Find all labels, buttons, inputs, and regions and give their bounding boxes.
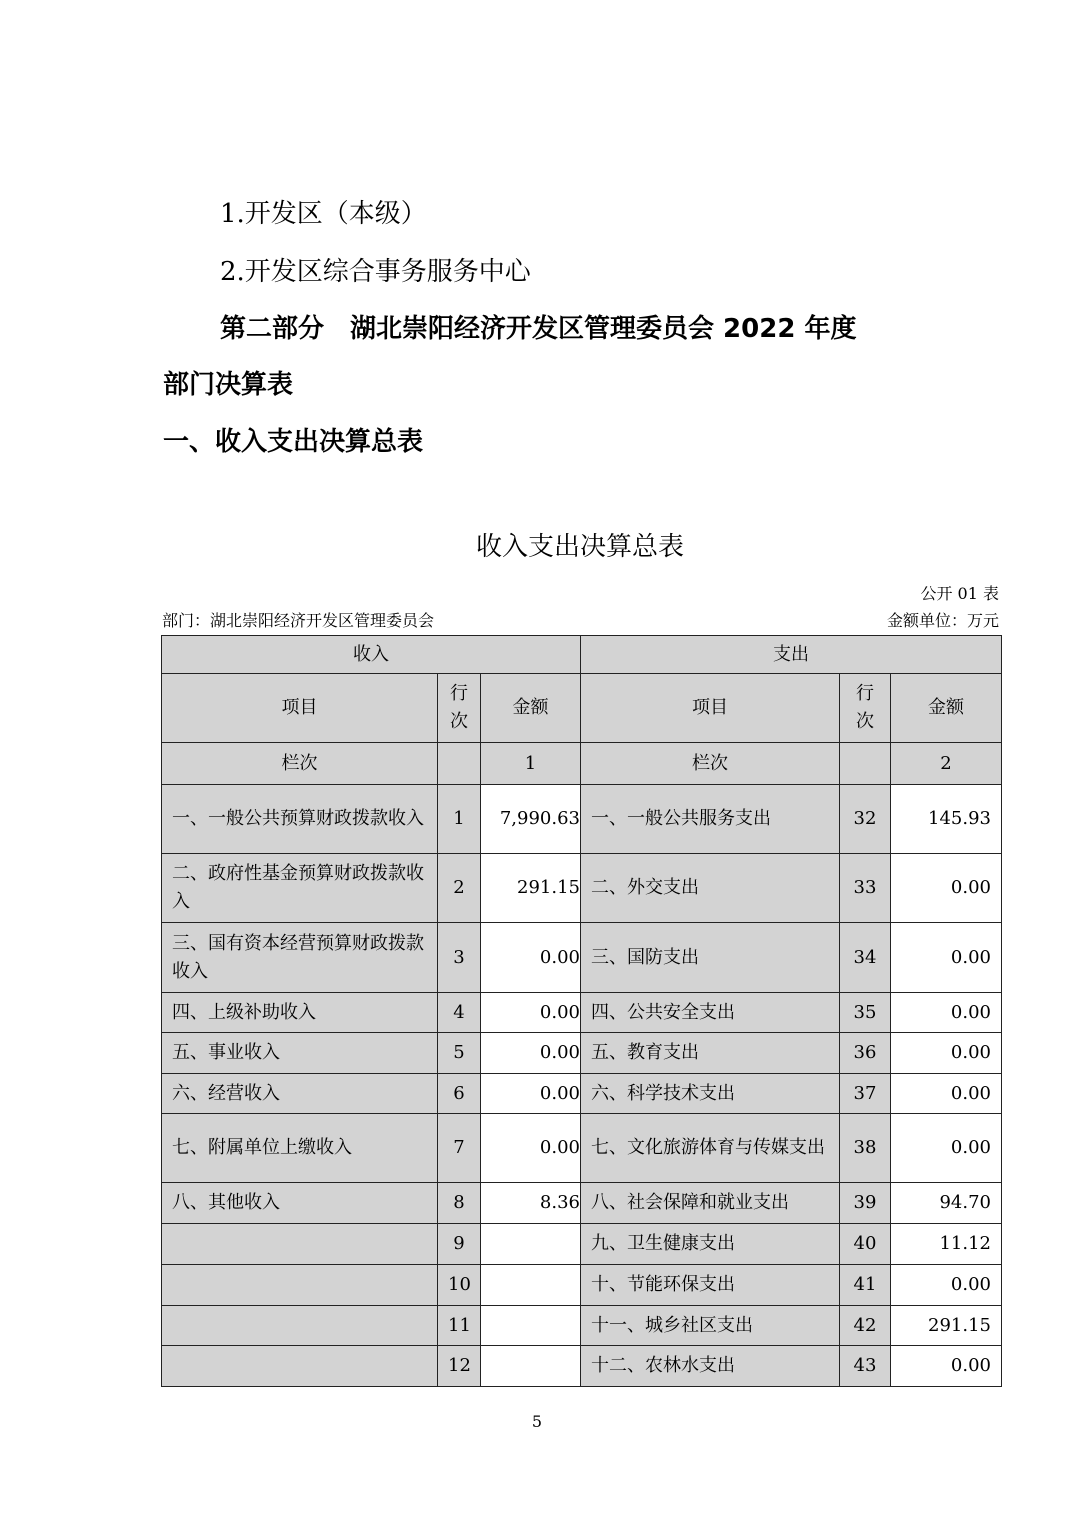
- expense-amount: 0.00: [891, 1074, 1002, 1114]
- form-code: 公开 01 表: [920, 584, 999, 603]
- unit-label: 金额单位：万元: [886, 611, 999, 630]
- expense-index-label: 栏次: [581, 743, 840, 785]
- table-row: [162, 1033, 1002, 1074]
- expense-item: 八、社会保障和就业支出: [581, 1183, 840, 1224]
- expense-item: 一、一般公共服务支出: [581, 785, 840, 854]
- expense-item: 十二、农林水支出: [581, 1346, 840, 1387]
- expense-item: 三、国防支出: [581, 923, 840, 993]
- income-amount: [481, 1346, 581, 1387]
- income-amount: [481, 1306, 581, 1346]
- income-item: [162, 1346, 438, 1387]
- expense-amount: 0.00: [891, 993, 1002, 1033]
- expense-line: 40: [840, 1224, 891, 1265]
- income-amount: [481, 1265, 581, 1306]
- income-item-header: 项目: [162, 674, 438, 743]
- expense-item: 六、科学技术支出: [581, 1074, 840, 1114]
- expense-amount: 145.93: [891, 785, 1002, 854]
- expense-amount: 0.00: [891, 1114, 1002, 1183]
- table-row: [162, 923, 1002, 993]
- income-line: 7: [438, 1114, 481, 1183]
- expense-amount: 0.00: [891, 854, 1002, 923]
- income-line-header: 行 次: [438, 674, 481, 743]
- expense-item: 十一、城乡社区支出: [581, 1306, 840, 1346]
- expense-item: 十、节能环保支出: [581, 1265, 840, 1306]
- expense-item: 五、教育支出: [581, 1033, 840, 1074]
- income-item: 五、事业收入: [162, 1033, 438, 1074]
- part-heading: 第二部分 湖北崇阳经济开发区管理委员会 2022 年度: [220, 314, 857, 344]
- expense-amount: 94.70: [891, 1183, 1002, 1224]
- income-item: [162, 1306, 438, 1346]
- expense-item-header: 项目: [581, 674, 840, 743]
- expense-index-value: 2: [891, 743, 1002, 785]
- table-row: [162, 1114, 1002, 1183]
- table-row: [162, 1224, 1002, 1265]
- income-header: 收入: [162, 636, 581, 674]
- expense-item: 二、外交支出: [581, 854, 840, 923]
- expense-amount: 11.12: [891, 1224, 1002, 1265]
- income-line: 5: [438, 1033, 481, 1074]
- section-heading: 一、收入支出决算总表: [163, 427, 424, 457]
- part-heading-continued: 部门决算表: [163, 370, 294, 400]
- expense-amount: 0.00: [891, 1033, 1002, 1074]
- expense-amount-header: 金额: [891, 674, 1002, 743]
- paragraph-1: 1.开发区（本级）: [220, 199, 427, 229]
- table-row: [162, 1183, 1002, 1224]
- income-line: 6: [438, 1074, 481, 1114]
- expense-item: 四、公共安全支出: [581, 993, 840, 1033]
- expense-header: 支出: [581, 636, 1002, 674]
- income-expense-table: [161, 635, 1002, 1387]
- income-line: 9: [438, 1224, 481, 1265]
- income-item: 六、经营收入: [162, 1074, 438, 1114]
- income-item: 四、上级补助收入: [162, 993, 438, 1033]
- expense-line-header: 行 次: [840, 674, 891, 743]
- income-item: [162, 1265, 438, 1306]
- income-item: 八、其他收入: [162, 1183, 438, 1224]
- table-row: [162, 993, 1002, 1033]
- expense-index-line: [840, 743, 891, 785]
- income-line: 2: [438, 854, 481, 923]
- table-title: 收入支出决算总表: [475, 532, 684, 562]
- expense-item: 七、文化旅游体育与传媒支出: [581, 1114, 840, 1183]
- expense-line: 33: [840, 854, 891, 923]
- income-item: [162, 1224, 438, 1265]
- table-row: [162, 1346, 1002, 1387]
- income-amount: 0.00: [481, 1033, 581, 1074]
- income-item: 二、政府性基金预算财政拨款收入: [162, 854, 438, 923]
- income-index-line: [438, 743, 481, 785]
- expense-line: 43: [840, 1346, 891, 1387]
- expense-line: 35: [840, 993, 891, 1033]
- income-amount: 0.00: [481, 1114, 581, 1183]
- table-row: [162, 785, 1002, 854]
- income-amount: 0.00: [481, 993, 581, 1033]
- income-item: 三、国有资本经营预算财政拨款收入: [162, 923, 438, 993]
- table-row: [162, 1074, 1002, 1114]
- income-amount: 291.15: [481, 854, 581, 923]
- expense-amount: 291.15: [891, 1306, 1002, 1346]
- expense-line: 37: [840, 1074, 891, 1114]
- income-amount-header: 金额: [481, 674, 581, 743]
- expense-line: 34: [840, 923, 891, 993]
- income-line: 11: [438, 1306, 481, 1346]
- income-line: 4: [438, 993, 481, 1033]
- income-index-value: 1: [481, 743, 581, 785]
- income-item: 一、一般公共预算财政拨款收入: [162, 785, 438, 854]
- page-number: 5: [531, 1412, 543, 1431]
- expense-amount: 0.00: [891, 1346, 1002, 1387]
- expense-line: 41: [840, 1265, 891, 1306]
- income-amount: 0.00: [481, 923, 581, 993]
- paragraph-2: 2.开发区综合事务服务中心: [220, 257, 531, 287]
- expense-line: 42: [840, 1306, 891, 1346]
- expense-amount: 0.00: [891, 923, 1002, 993]
- income-line: 3: [438, 923, 481, 993]
- income-amount: 7,990.63: [481, 785, 581, 854]
- income-amount: 0.00: [481, 1074, 581, 1114]
- income-index-label: 栏次: [162, 743, 438, 785]
- expense-item: 九、卫生健康支出: [581, 1224, 840, 1265]
- expense-amount: 0.00: [891, 1265, 1002, 1306]
- expense-line: 39: [840, 1183, 891, 1224]
- table-row: [162, 854, 1002, 923]
- income-line: 10: [438, 1265, 481, 1306]
- expense-line: 32: [840, 785, 891, 854]
- expense-line: 36: [840, 1033, 891, 1074]
- income-item: 七、附属单位上缴收入: [162, 1114, 438, 1183]
- expense-line: 38: [840, 1114, 891, 1183]
- income-amount: [481, 1224, 581, 1265]
- table-row: [162, 1306, 1002, 1346]
- table-row: [162, 1265, 1002, 1306]
- income-line: 1: [438, 785, 481, 854]
- income-line: 12: [438, 1346, 481, 1387]
- department-label: 部门：湖北崇阳经济开发区管理委员会: [162, 611, 435, 630]
- income-amount: 8.36: [481, 1183, 581, 1224]
- income-line: 8: [438, 1183, 481, 1224]
